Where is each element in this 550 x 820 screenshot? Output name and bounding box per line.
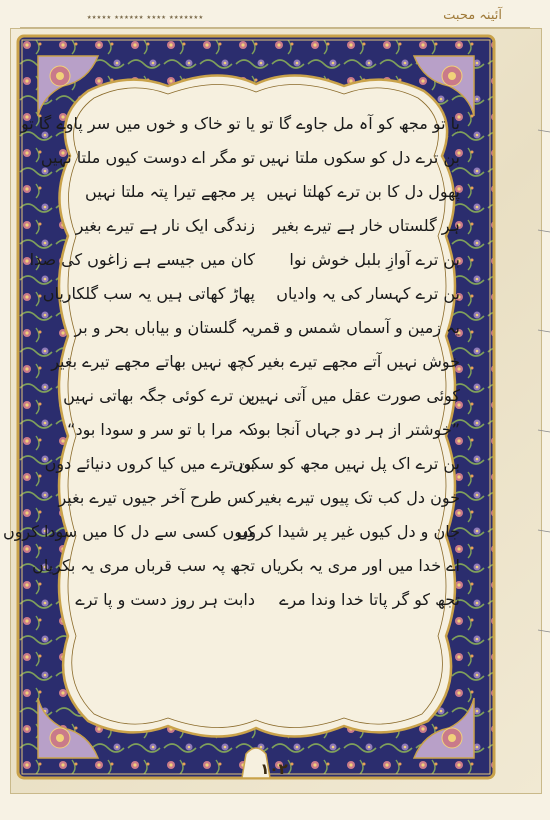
couplet-row — [21, 110, 460, 138]
verse-left: تجھ پہ سب قرباں مری یہ بکریاں — [32, 556, 255, 575]
book-title: آئینہ محبت — [443, 8, 502, 23]
verse-left: تو مگر اے دوست کیوں ملتا نہیں — [40, 148, 255, 167]
page-header — [0, 0, 550, 30]
verse-right: بن ترے اک پل نہیں مجھ کو سکوں — [231, 454, 460, 473]
verse-left: دابت ہر روز دست و پا ترے — [75, 590, 255, 609]
couplet-row — [70, 212, 460, 240]
couplet-row — [63, 382, 460, 410]
couplet-row — [51, 348, 460, 376]
verse-right: خون دل کب تک پیوں تیرے بغیر — [256, 488, 460, 507]
verse-left: کچھ نہیں بھاتے مجھے تیرے بغیر — [51, 352, 255, 371]
verse-right: اے خدا میں اور مری یہ بکریاں — [260, 556, 460, 575]
couplet-row — [70, 586, 460, 614]
verse-right: جان و دل کیوں غیر پر شیدا کروں — [236, 522, 460, 541]
verse-right: بن ترے دل کو سکوں ملتا نہیں — [258, 148, 460, 167]
verse-right: پھول دل کا بن ترے کھلتا نہیں — [266, 182, 460, 201]
couplet-row — [58, 484, 460, 512]
verse-right: بن ترے کہسار کی یہ وادیاں — [276, 284, 460, 303]
couplet-row — [70, 314, 460, 342]
couplet-row — [40, 144, 460, 172]
page-edge-lines — [538, 120, 550, 720]
verse-left: زندگی ایک نار ہے تیرے بغیر — [75, 216, 255, 235]
couplet-row — [2, 518, 460, 546]
verse-left: پھاڑ کھاتی ہیں یہ سب گلکاریاں — [42, 284, 255, 303]
couplet-row — [29, 246, 460, 274]
verse-left: کان میں جیسے ہے زاغوں کی صدا — [29, 250, 255, 269]
verse-left: بن ترے کوئی جگہ بھاتی نہیں — [63, 386, 255, 405]
verse-right: بن ترے آوازِ بلبل خوش نوا — [289, 250, 460, 269]
couplet-row — [42, 280, 460, 308]
couplet-row — [67, 416, 460, 444]
verse-right: ہر گلستاں خار ہے تیرے بغیر — [273, 216, 460, 235]
header-left-text: ٭٭٭٭٭٭٭ ٭٭٭٭ ٭٭٭٭٭٭ ٭٭٭٭٭ — [86, 13, 204, 23]
verse-left: کہ مرا با تو سر و سودا بود“ — [67, 420, 255, 439]
verse-right: یا تو مجھ کو آہ مل جاوے گا تو — [260, 114, 460, 133]
verse-left: یہ گلستان و بیاباں بحر و بر — [74, 318, 255, 337]
verse-right: خوش نہیں آتے مجھے تیرے بغیر — [258, 352, 460, 371]
verse-left: پر مجھے تیرا پتہ ملتا نہیں — [85, 182, 255, 201]
verse-right: ”خوشتر از ہر دو جہاں آنجا بود — [250, 420, 460, 439]
couplet-row — [44, 450, 460, 478]
verse-right: یہ زمین و آسماں شمس و قمر — [254, 318, 460, 337]
verse-left: یا تو خاک و خوں میں سر پاوے گا تو — [21, 114, 255, 133]
couplet-row — [70, 178, 460, 206]
verse-right: تجھ کو گر پاتا خدا وندا مرے — [279, 590, 460, 609]
verse-right: کوئی صورت عقل میں آتی نہیں — [247, 386, 460, 405]
verse-left: کس طرح آخر جیوں تیرے بغیر — [58, 488, 255, 507]
verse-left: کیوں کسی سے دل کا میں سودا کروں — [2, 522, 255, 541]
couplet-row — [32, 552, 460, 580]
verse-left: بن ترے میں کیا کروں دنیائے دوں — [44, 454, 255, 473]
page-number: ۱۰۲ — [260, 760, 288, 778]
